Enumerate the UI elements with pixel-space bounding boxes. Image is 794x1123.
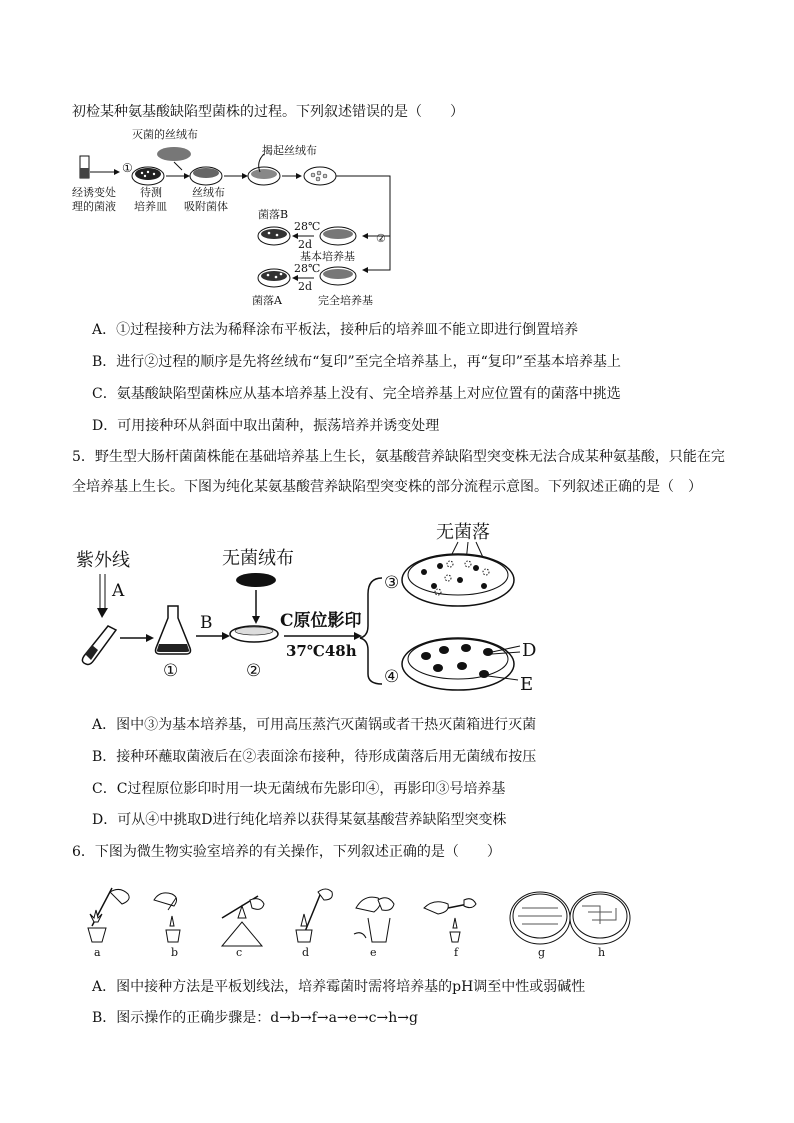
- adsorb-plate-icon: [190, 167, 222, 185]
- q6-stem: 6．下图为微生物实验室培养的有关操作，下列叙述正确的是（ ）: [72, 844, 501, 860]
- fig-label-c: c: [236, 946, 243, 959]
- label-velvet: 灭菌的丝绒布: [132, 128, 198, 141]
- label-plate-2: 培养皿: [134, 200, 167, 213]
- fig-label-a: a: [94, 946, 101, 959]
- q5-option-d: D．可从④中挑取D进行纯化培养以获得某氨基酸营养缺陷型突变株: [92, 812, 507, 828]
- q5-option-a: A．图中③为基本培养基，可用高压蒸汽灭菌锅或者干热灭菌箱进行灭菌: [92, 717, 537, 733]
- q5-option-b: B．接种环蘸取菌液后在②表面涂布接种，待形成菌落后用无菌绒布按压: [92, 749, 537, 765]
- fig-label-g: g: [538, 946, 546, 959]
- result-plate-icon: [304, 167, 336, 185]
- time-b: 2d: [298, 238, 313, 251]
- q6-option-a: A．图中接种方法是平板划线法，培养霉菌时需将培养基的pH调至中性或弱碱性: [92, 979, 586, 995]
- q5-test-tube-icon: [82, 626, 116, 665]
- q5-figure: [72, 514, 542, 694]
- label-adsorb-2: 吸附菌体: [184, 200, 228, 213]
- n4: ④: [384, 667, 400, 687]
- no-colony-label: 无菌落: [436, 522, 490, 543]
- colony-a-label: 菌落A: [252, 294, 282, 307]
- q6-figure: [72, 878, 632, 962]
- fig-label-e: e: [370, 946, 377, 959]
- colony-a-plate-icon: [258, 269, 290, 287]
- step-a: A: [112, 581, 125, 601]
- q4-figure: [72, 126, 402, 308]
- operation-e-icon: [354, 897, 394, 942]
- label-liquid-2: 理的菌液: [72, 200, 116, 213]
- q4-step1-label: ①: [122, 161, 133, 175]
- operation-b-icon: [154, 893, 180, 942]
- operation-a-icon: [88, 888, 129, 942]
- label-d: D: [522, 640, 537, 661]
- q4-stem: 初检某种氨基酸缺陷型菌株的过程。下列叙述错误的是（ ）: [72, 104, 464, 120]
- basic-medium-label: 基本培养基: [300, 250, 355, 263]
- temp-b: 28℃: [294, 220, 321, 233]
- fig-label-h: h: [598, 946, 606, 959]
- fig-label-f: f: [454, 946, 459, 959]
- test-tube-icon: [80, 156, 89, 178]
- q4-option-a: A．①过程接种方法为稀释涂布平板法，接种后的培养皿不能立即进行倒置培养: [92, 322, 579, 338]
- brace: [360, 578, 382, 684]
- fig-label-b: b: [171, 946, 179, 959]
- colony-b-label: 菌落B: [258, 208, 289, 221]
- q4-option-b: B．进行②过程的顺序是先将丝绒布“复印”至完全培养基上，再“复印”至基本培养基上: [92, 354, 621, 370]
- complete-medium-plate-icon: [320, 267, 356, 285]
- fig-label-d: d: [302, 946, 310, 959]
- label-lift: 揭起丝绒布: [262, 144, 317, 157]
- time-a: 2d: [298, 280, 313, 293]
- velvet-label: 无菌绒布: [222, 548, 294, 569]
- q5-stem-line2: 全培养基上生长。下图为纯化某氨基酸营养缺陷型突变株的部分流程示意图。下列叙述正确的是（ ）: [72, 479, 702, 495]
- label-adsorb-1: 丝绒布: [192, 186, 225, 199]
- q4-step2-label: ②: [376, 232, 386, 245]
- n3: ③: [384, 573, 400, 593]
- temp-a: 28℃: [294, 262, 321, 275]
- condition-label: 37℃48h: [286, 642, 357, 660]
- plate-3-icon: [402, 554, 514, 606]
- test-plate-icon: [132, 167, 164, 185]
- operation-c-icon: [222, 896, 264, 946]
- complete-medium-label: 完全培养基: [318, 294, 373, 307]
- plate-g-icon: [510, 892, 570, 944]
- q5-option-c: C．C过程原位影印时用一块无菌绒布先影印④，再影印③号培养基: [92, 781, 506, 797]
- plate-2-icon: [230, 626, 278, 642]
- n1: ①: [163, 661, 179, 681]
- step-b: B: [200, 613, 213, 633]
- uv-label: 紫外线: [76, 550, 130, 571]
- uv-arrow-icon: [97, 574, 108, 618]
- label-e: E: [520, 674, 534, 694]
- plate-4-icon: [402, 638, 514, 690]
- velvet-icon: [157, 147, 191, 161]
- lift-plate-icon: [248, 154, 280, 185]
- velvet-icon: [236, 573, 276, 587]
- n2: ②: [246, 661, 262, 681]
- step-c: C原位影印: [280, 611, 362, 631]
- q6-option-b: B．图示操作的正确步骤是：d→b→f→a→e→c→h→g: [92, 1010, 418, 1026]
- q5-stem-line1: 5．野生型大肠杆菌菌株能在基础培养基上生长，氨基酸营养缺陷型突变株无法合成某种氨基酸，只能在完: [72, 449, 725, 465]
- basic-medium-plate-icon: [320, 227, 356, 245]
- label-plate-1: 待测: [140, 186, 162, 199]
- operation-f-icon: [424, 899, 476, 942]
- label-liquid-1: 经诱变处: [72, 186, 116, 199]
- flask-icon: [156, 606, 191, 654]
- q4-option-d: D．可用接种环从斜面中取出菌种，振荡培养并诱变处理: [92, 418, 440, 434]
- plate-h-icon: [570, 892, 630, 944]
- operation-d-icon: [296, 889, 332, 942]
- colony-b-plate-icon: [258, 227, 290, 245]
- q4-option-c: C．氨基酸缺陷型菌株应从基本培养基上没有、完全培养基上对应位置有的菌落中挑选: [92, 386, 621, 402]
